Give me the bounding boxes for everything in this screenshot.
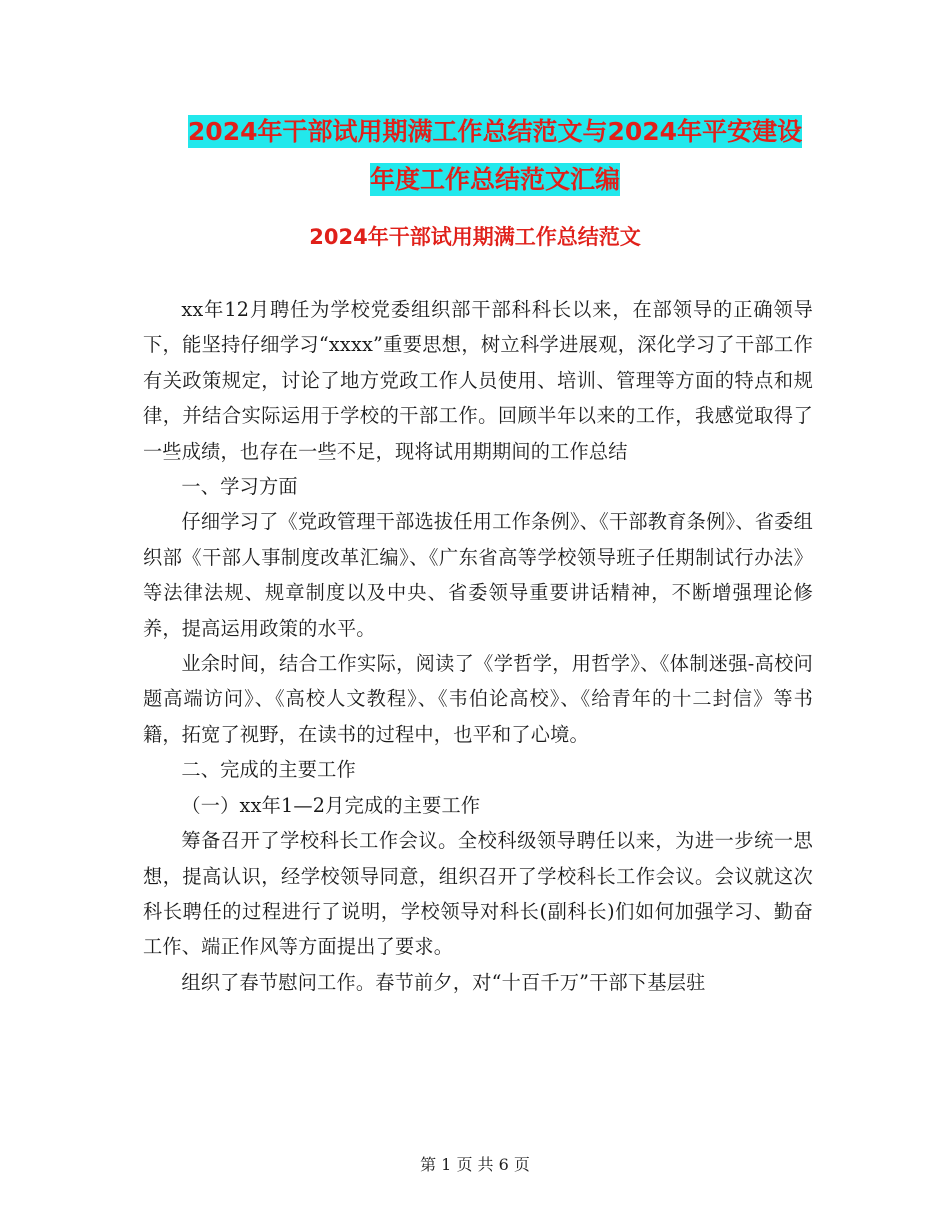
paragraph-meeting: 筹备召开了学校科长工作会议。全校科级领导聘任以来，为进一步统一思想，提高认识，经学校领导同意，组织召开了学校科长工作会议。会议就这次科长聘任的过程进行了说明，学校领导对科长(副科长)们如何加强学习、勤奋工作、端正作风等方面提出了要求。 [143, 829, 813, 959]
main-title-line-2: 年度工作总结范文汇编 [369, 165, 620, 194]
main-title-line-1: 2024年干部试用期满工作总结范文与2024年平安建设 [187, 117, 803, 146]
paragraph-spring-festival: 组织了春节慰问工作。春节前夕，对“十百千万”干部下基层驻 [181, 970, 706, 994]
paragraph-study-1: 仔细学习了《党政管理干部选拔任用工作条例》、《干部教育条例》、省委组织部《干部人事制度改革汇编》、《广东省高等学校领导班子任期制试行办法》等法律法规、规章制度以及中央、省委领导重要讲话精神，不断增强理论修养，提高运用政策的水平。 [143, 510, 813, 640]
document-body [143, 292, 813, 1000]
paragraph-study-2: 业余时间，结合工作实际，阅读了《学哲学，用哲学》、《体制迷强-高校问题高端访问》、《高校人文教程》、《韦伯论高校》、《给青年的十二封信》等书籍，拓宽了视野，在读书的过程中，也平和了心境。 [143, 652, 813, 746]
heading-study: 一、学习方面 [181, 475, 298, 499]
page-footer: 第 1 页 共 6 页 [420, 1155, 530, 1174]
heading-main-work: 二、完成的主要工作 [181, 758, 356, 782]
section-title: 2024年干部试用期满工作总结范文 [309, 225, 641, 249]
subheading-jan-feb: （一）xx年1—2月完成的主要工作 [181, 793, 481, 817]
paragraph-intro: xx年12月聘任为学校党委组织部干部科科长以来，在部领导的正确领导下，能坚持仔细学习“xxxx”重要思想，树立科学进展观，深化学习了干部工作有关政策规定，讨论了地方党政工作人员使用、培训、管理等方面的特点和规律，并结合实际运用于学校的干部工作。回顾半年以来的工作，我感觉取得了一些成绩，也存在一些不足，现将试用期期间的工作总结 [143, 298, 813, 463]
main-title [140, 108, 850, 204]
